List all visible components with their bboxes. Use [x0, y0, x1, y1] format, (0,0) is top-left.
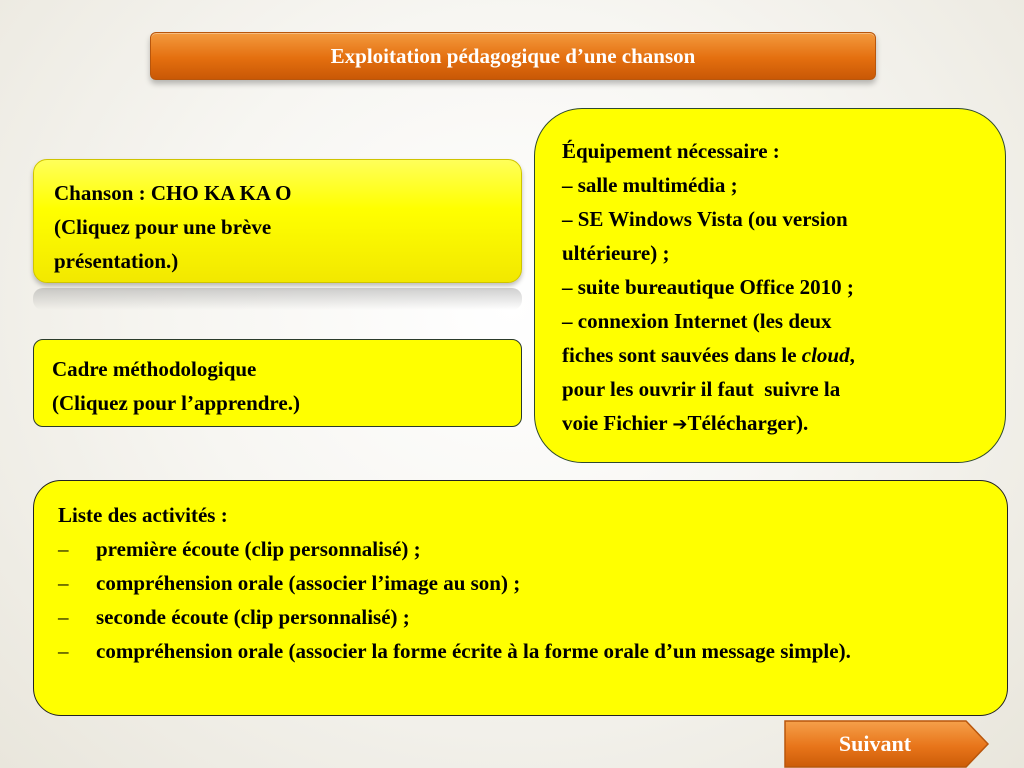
cadre-link-box[interactable] — [33, 339, 522, 427]
equipment-line — [562, 338, 985, 372]
equipment-line: – connexion Internet (les deux — [562, 309, 832, 333]
dash-bullet: – — [58, 537, 69, 561]
equipment-line: – suite bureautique Office 2010 ; — [562, 275, 854, 299]
list-item — [58, 532, 987, 566]
next-button[interactable] — [784, 720, 990, 768]
activities-heading: Liste des activités : — [58, 503, 228, 527]
equipment-line — [562, 406, 985, 442]
equipment-heading: Équipement nécessaire : — [562, 139, 780, 163]
activity-text: première écoute (clip personnalisé) ; — [96, 537, 421, 561]
next-button-label: Suivant — [838, 731, 912, 756]
equipment-text: voie Fichier — [562, 411, 673, 435]
activity-text: seconde écoute (clip personnalisé) ; — [96, 605, 410, 629]
dash-bullet: – — [58, 571, 69, 595]
cadre-hint: (Cliquez pour l’apprendre.) — [52, 391, 300, 415]
list-item — [58, 600, 987, 634]
chanson-title: Chanson : CHO KA KA O — [54, 181, 292, 205]
dash-bullet: – — [58, 639, 69, 663]
list-item — [58, 634, 987, 668]
equipment-line: – salle multimédia ; — [562, 173, 738, 197]
equipment-text: Télécharger). — [687, 411, 809, 435]
dash-bullet: – — [58, 605, 69, 629]
equipment-line: pour les ouvrir il faut suivre la — [562, 377, 841, 401]
arrow-right-icon: ➔ — [672, 414, 688, 435]
activity-text: compréhension orale (associer l’image au son) ; — [96, 571, 521, 595]
activities-box — [33, 480, 1008, 716]
chanson-box-reflection — [33, 288, 522, 310]
cloud-word: cloud — [801, 343, 850, 367]
equipment-text: , — [849, 343, 855, 367]
activity-text: compréhension orale (associer la forme écrite à la forme orale d’un message simple). — [96, 639, 851, 663]
equipment-line: – SE Windows Vista (ou version — [562, 207, 848, 231]
equipment-line: ultérieure) ; — [562, 241, 670, 265]
chanson-link-box[interactable] — [33, 159, 522, 283]
equipment-text: fiches sont sauvées dans le — [562, 343, 802, 367]
chanson-hint-line1: (Cliquez pour une brève — [54, 215, 272, 239]
chanson-hint-line2: présentation.) — [54, 249, 179, 273]
equipment-box — [534, 108, 1006, 463]
cadre-title: Cadre méthodologique — [52, 357, 257, 381]
list-item — [58, 566, 987, 600]
page-title: Exploitation pédagogique d’une chanson — [150, 32, 876, 80]
